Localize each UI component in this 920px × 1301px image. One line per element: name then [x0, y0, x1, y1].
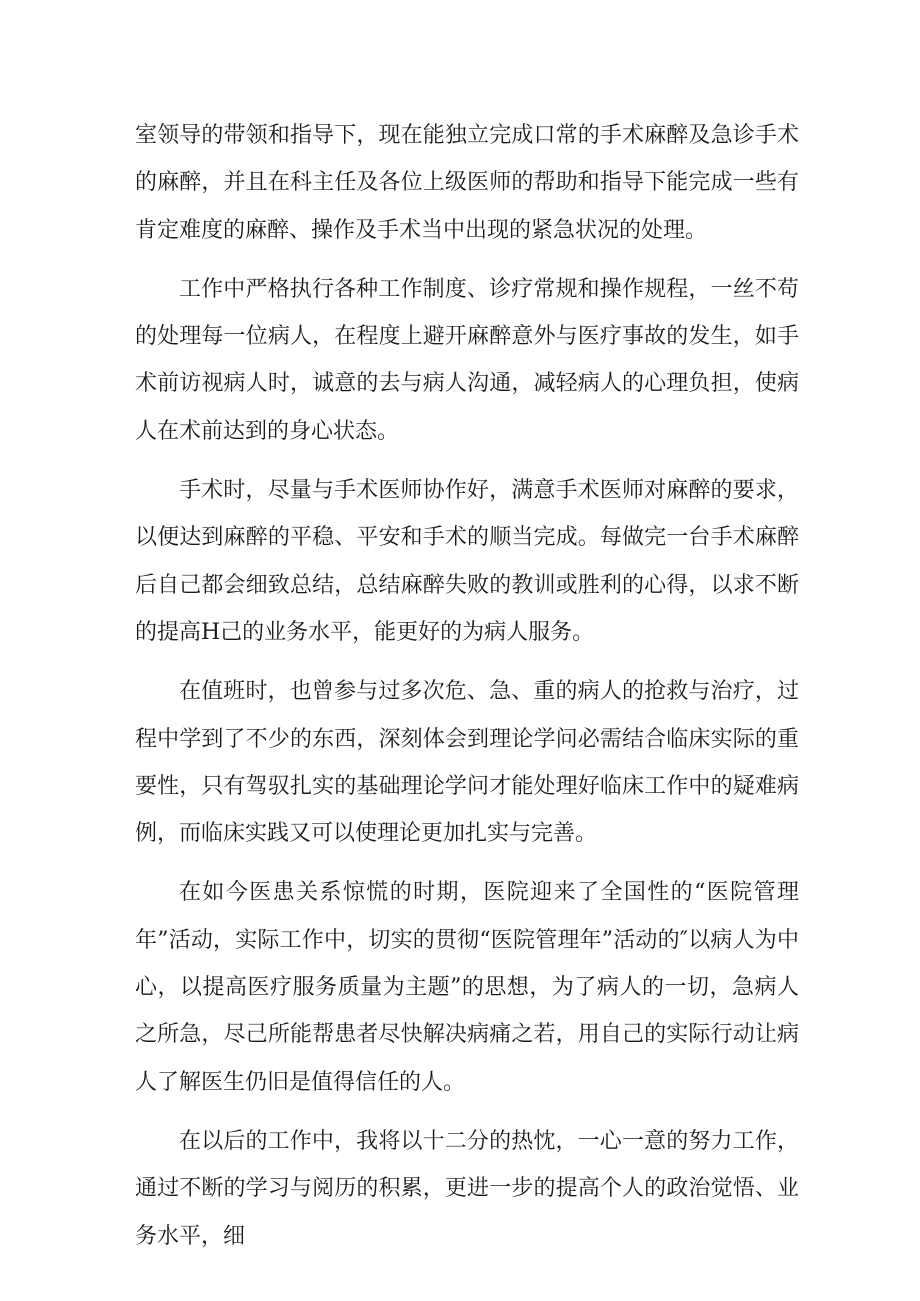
- paragraph-3: 手术时，尽量与手术医师协作好，满意手术医师对麻醉的要求，以便达到麻醉的平稳、平安和手术的顺当完成。每做完一台手术麻醉后自己都会细致总结，总结麻醉失败的教训或胜利的心得，以求不断的提高H己的业务水平，能更好的为病人服务。: [135, 478, 799, 645]
- paragraph-6: 在以后的工作中，我将以十二分的热忱，一心一意的努力工作，通过不断的学习与阅历的积累，更进一步的提高个人的政治觉悟、业务水平，细: [135, 1128, 799, 1249]
- paragraph-4: 在值班时，也曾参与过多次危、急、重的病人的抢救与治疗，过程中学到了不少的东西，深刻体会到理论学问必需结合临床实际的重要性，只有驾驭扎实的基础理论学问才能处理好临床工作中的疑难病例，而临床实践又可以使理论更加扎实与完善。: [135, 679, 799, 847]
- document-body: [135, 112, 799, 1260]
- paragraph-5: 在如今医患关系惊慌的时期，医院迎来了全国性的“医院管理年”活动，实际工作中，切实的贯彻“医院管理年”活动的″以病人为中心，以提高医疗服务质量为主题”的思想，为了病人的一切，急病人之所急，尽己所能帮患者尽快解决病痛之若，用自己的实际行动让病人了解医生仍旧是值得信任的人。: [135, 880, 799, 1095]
- paragraph-1: 室领导的带领和指导下，现在能独立完成口常的手术麻醉及急诊手术的麻醉，并且在科主任及各位上级医师的帮助和指导下能完成一些有肯定难度的麻醉、操作及手术当中出现的紧急状况的处理。: [135, 123, 799, 243]
- paragraph-2: 工作中严格执行各种工作制度、诊疗常规和操作规程，一丝不苟的处理每一位病人，在程度上避开麻醉意外与医疗事故的发生，如手术前访视病人时，诚意的去与病人沟通，减轻病人的心理负担，使病人在术前达到的身心状态。: [135, 276, 799, 444]
